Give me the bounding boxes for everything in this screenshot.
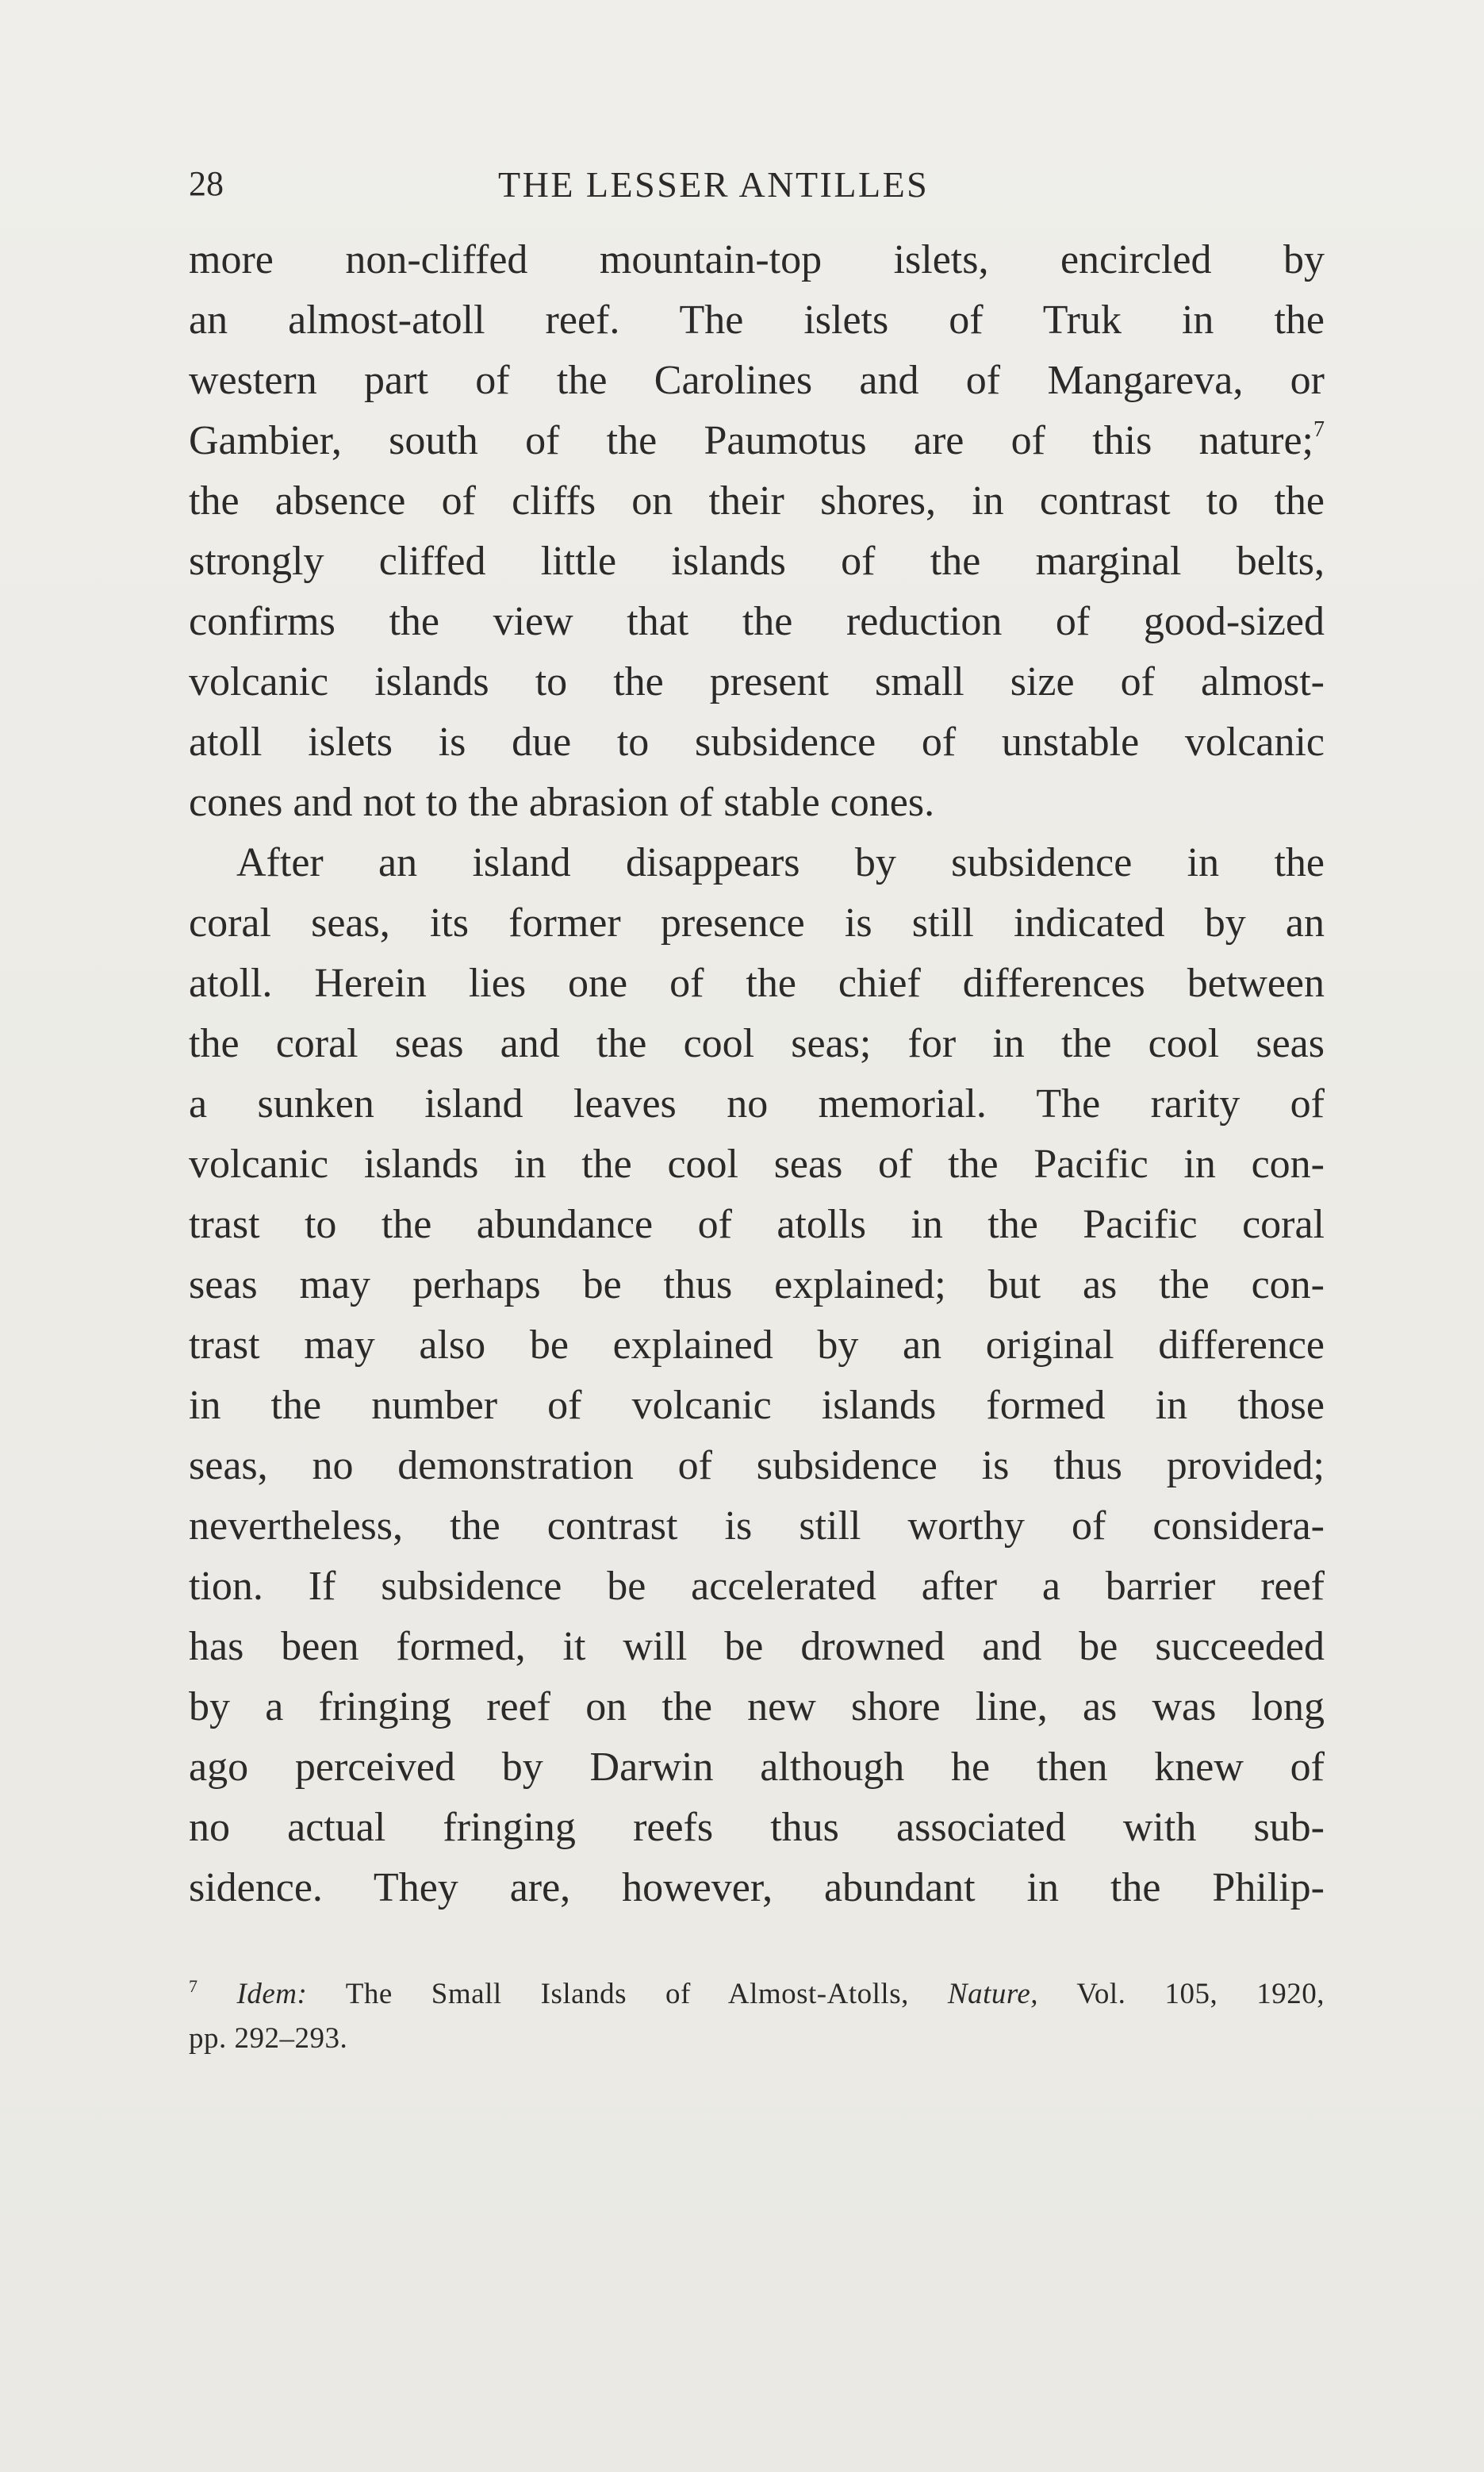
text-line: cones and not to the abrasion of stable cones. [189, 780, 935, 825]
footnote-volume: Vol. 105, 1920, [1038, 1978, 1325, 2010]
text-line: has been formed, it will be drowned and be succeeded [189, 1624, 1325, 1669]
text-line: the absence of cliffs on their shores, in contrast to the [189, 478, 1325, 524]
text-line: trast may also be explained by an original difference [189, 1322, 1325, 1368]
text-line: nevertheless, the contrast is still worthy of considera- [189, 1503, 1325, 1549]
footnote-reference: 7 [1313, 417, 1325, 442]
text-line: sidence. They are, however, abundant in the Philip- [189, 1865, 1325, 1910]
footnote-journal: Nature, [947, 1978, 1039, 2010]
text-line: ago perceived by Darwin although he then knew of [189, 1745, 1325, 1790]
text-line: atoll. Herein lies one of the chief differences between [189, 961, 1325, 1006]
text-line: in the number of volcanic islands formed in those [189, 1383, 1325, 1428]
text-line: a sunken island leaves no memorial. The rarity of [189, 1081, 1325, 1127]
footnote-marker: 7 [189, 1976, 198, 1996]
text-line: seas may perhaps be thus explained; but as the con- [189, 1262, 1325, 1307]
text-line: atoll islets is due to subsidence of unstable volcanic [189, 720, 1325, 765]
text-line: volcanic islands to the present small size of almost- [189, 659, 1325, 704]
text-line: coral seas, its former presence is still indicated by an [189, 900, 1325, 946]
text-line: trast to the abundance of atolls in the Pacific coral [189, 1202, 1325, 1247]
text-line: confirms the view that the reduction of good-sized [189, 599, 1325, 644]
footnote-pages: pp. 292–293. [189, 2022, 348, 2055]
footnote-line [189, 1972, 1325, 2017]
footnote-idem: Idem: [236, 1978, 308, 2010]
running-title: THE LESSER ANTILLES [498, 164, 930, 205]
text-line-with-footnote-ref [189, 411, 1325, 471]
text-line: volcanic islands in the cool seas of the Pacific in con- [189, 1142, 1325, 1187]
text-line: strongly cliffed little islands of the marginal belts, [189, 539, 1325, 584]
footnote-title: The Small Islands of Almost-Atolls, [307, 1978, 948, 2010]
body-text [189, 230, 1325, 1918]
text-line: an almost-atoll reef. The islets of Truk in the [189, 297, 1325, 343]
text-line: western part of the Carolines and of Mangareva, or [189, 358, 1325, 403]
text-line-content: Gambier, south of the Paumotus are of this nature; [189, 418, 1313, 463]
running-head [189, 163, 1323, 211]
text-line: by a fringing reef on the new shore line, as was long [189, 1684, 1325, 1729]
page-number: 28 [189, 164, 224, 203]
text-line: no actual fringing reefs thus associated with sub- [189, 1805, 1325, 1850]
text-line: more non-cliffed mountain-top islets, encircled by [189, 237, 1325, 282]
text-line: tion. If subsidence be accelerated after a barrier reef [189, 1564, 1325, 1609]
text-line: seas, no demonstration of subsidence is thus provided; [189, 1443, 1325, 1488]
text-line: the coral seas and the cool seas; for in the cool seas [189, 1021, 1325, 1066]
text-line-paragraph-start: After an island disappears by subsidence in the [236, 840, 1325, 885]
footnote [189, 1972, 1325, 2061]
